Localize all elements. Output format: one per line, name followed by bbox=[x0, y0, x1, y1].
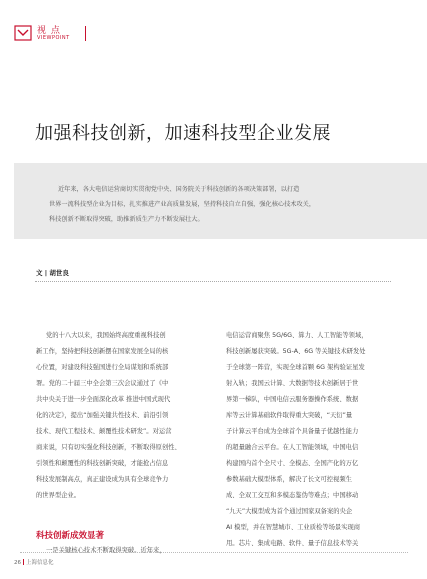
body-line: “九天”大模型成为首个通过国家双备案的央企 bbox=[226, 508, 353, 515]
body-line: 子计算云平台成为全球首个具备量子优越性能力 bbox=[226, 428, 359, 435]
section-title: 视 点 bbox=[37, 26, 61, 36]
author-byline: 文 | 胡世良 bbox=[36, 269, 69, 277]
body-line: 心位置，对建设科技强国进行全局谋划和系统部 bbox=[36, 364, 169, 371]
body-line: 新工作，坚持把科技创新摆在国家发展全局的核 bbox=[36, 348, 169, 355]
body-line: 界第一梯队，中国电信云服务器操作系统、数据 bbox=[226, 396, 359, 403]
header-divider bbox=[85, 26, 86, 41]
footer-divider bbox=[20, 552, 408, 553]
body-line: 的世界型企业。 bbox=[36, 492, 81, 499]
body-line: 电信运营商聚焦 5G/6G、算力、人工智能等领域， bbox=[226, 332, 368, 339]
abstract-line: 科技创新不断取得突破，助推新质生产力不断发展壮大。 bbox=[49, 216, 204, 223]
body-line: 射入轨；我国云计算、大数据等技术创新居于世 bbox=[226, 380, 359, 387]
body-line: 参数基础大模型体系，解决了长文可控视频生 bbox=[226, 476, 352, 483]
footer-separator bbox=[23, 559, 24, 565]
abstract-line: 近年来，各大电信运营商切实贯彻党中央、国务院关于科技创新的各项决策部署，以打造 bbox=[58, 186, 300, 193]
body-line: 科技发展制高点，真正建设成为具有全球竞争力 bbox=[36, 476, 169, 483]
viewpoint-logo-icon bbox=[14, 25, 32, 41]
article-title: 加强科技创新，加速科技型企业发展 bbox=[35, 123, 331, 144]
body-line: 化的决定》，提出“加强关键共性技术、前沿引领 bbox=[36, 412, 169, 419]
body-line: 用。芯片、集成电路、软件、量子信息技术等关 bbox=[226, 540, 359, 547]
author-divider bbox=[35, 281, 391, 282]
body-line: 商来说，只有切实强化科技创新，不断取得原创性、 bbox=[36, 444, 181, 451]
body-line: 科技创新屡获突破。5G-A、6G 等关键技术研发处 bbox=[226, 348, 366, 355]
abstract-line: 世界一流科技型企业为目标，扎实推进产业高质量发展，坚持科技自立自强，强化核心技术攻关， bbox=[49, 201, 316, 208]
body-line: 库等云计算基础软件取得重大突破，“天衍”量 bbox=[226, 412, 353, 419]
page-footer bbox=[14, 558, 54, 566]
section-heading: 科技创新成效显著 bbox=[36, 531, 105, 541]
body-line: AI 模型，并在智慧城市、工业质检等场景实现商 bbox=[226, 524, 361, 531]
body-line: 共中央关于进一步全面深化改革 推进中国式现代 bbox=[36, 396, 171, 403]
body-line: 成、全双工交互和多模态鉴伪等难点；中国移动 bbox=[226, 492, 359, 499]
body-line: 技术、现代工程技术、颠覆性技术研发”。对运营 bbox=[36, 428, 172, 435]
page-number: 26 bbox=[14, 560, 21, 566]
body-line: 党的十八大以来，我国始终高度重视科技创 bbox=[46, 332, 166, 339]
publication-name: 上海信息化 bbox=[26, 560, 54, 566]
body-line: 于全球第一阵营，实现全球首颗 6G 架构验证星发 bbox=[226, 364, 365, 371]
body-line: 引领性和颠覆性的科技创新突破，才能抢占信息 bbox=[36, 460, 169, 467]
body-line: 的超量融合云平台。在人工智能领域，中国电信 bbox=[226, 444, 359, 451]
body-line: 署。党的二十届三中全会第三次会议通过了《中 bbox=[36, 380, 169, 387]
section-subtitle: VIEWPOINT bbox=[37, 35, 70, 41]
body-line: 构建国内首个全尺寸、全模态、全国产化的万亿 bbox=[226, 460, 359, 467]
abstract-box bbox=[14, 163, 427, 239]
body-line: 一是关键核心技术不断取得突破。近年来， bbox=[46, 547, 166, 554]
